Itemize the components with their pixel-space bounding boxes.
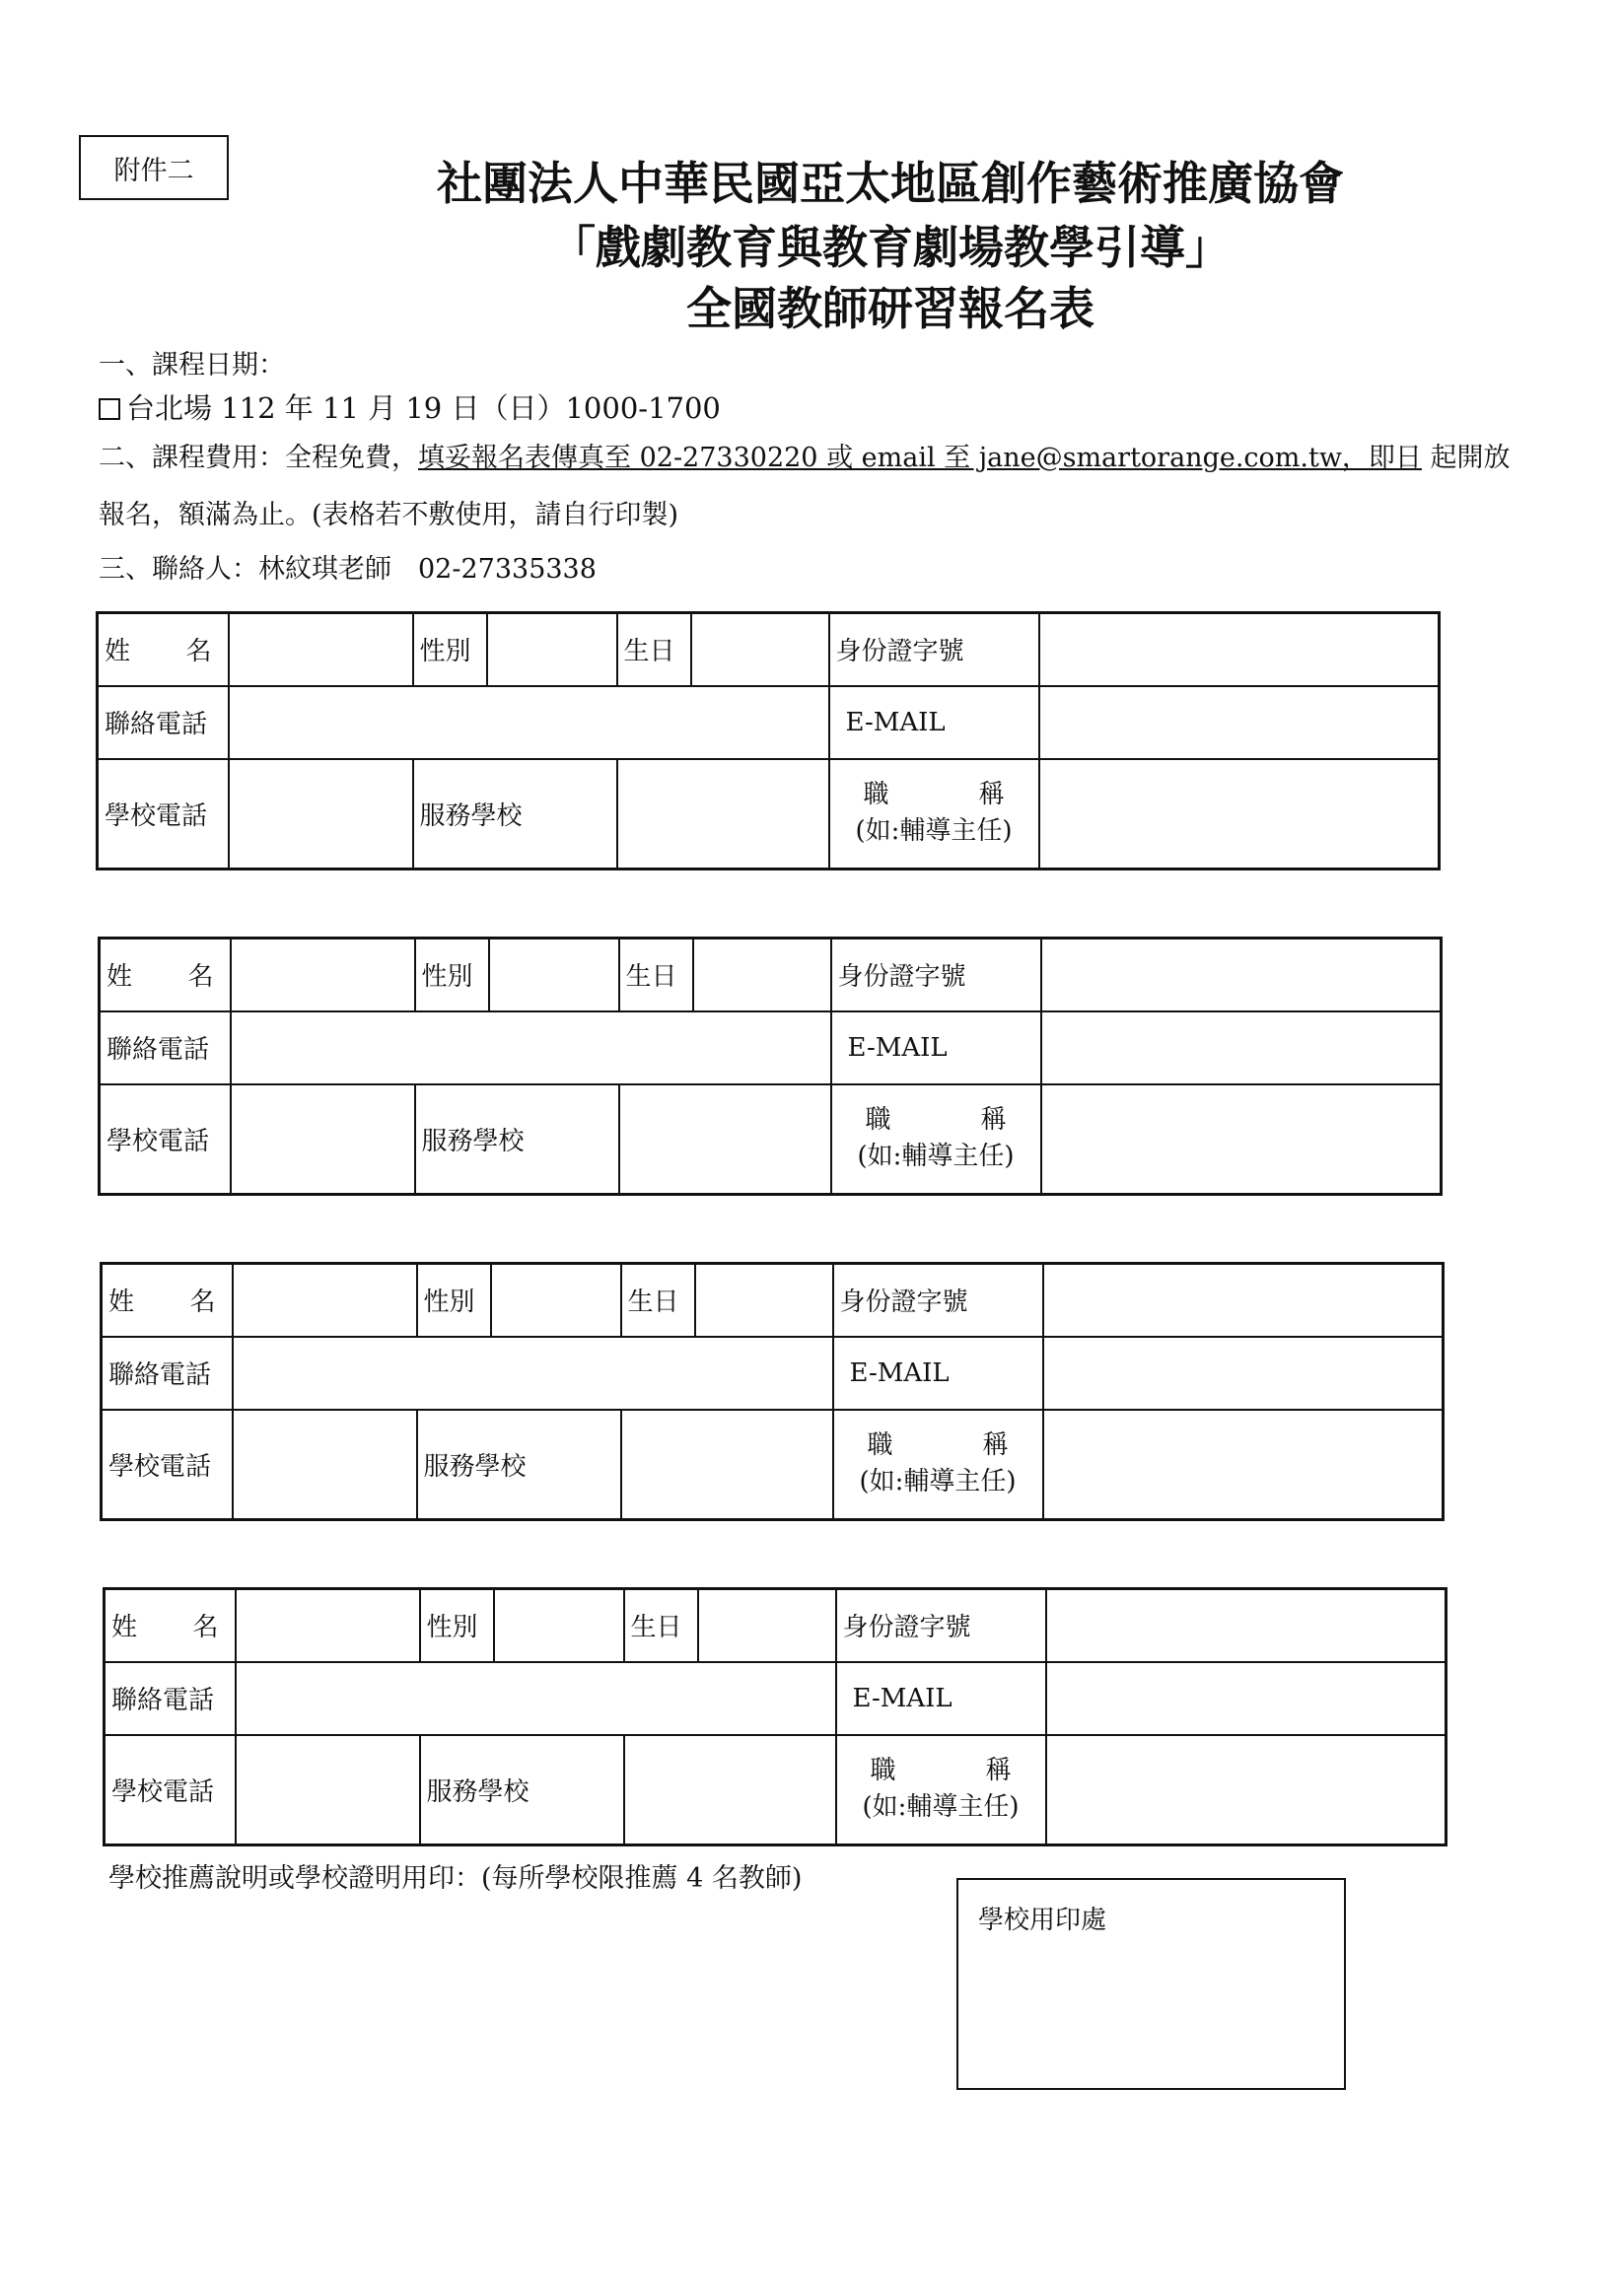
id-number-field[interactable] <box>1041 939 1442 1011</box>
name-field[interactable] <box>231 939 415 1011</box>
job-title-label: 職 稱 (如:輔導主任) <box>836 1735 1046 1845</box>
school-phone-field[interactable] <box>229 759 413 870</box>
id-number-field[interactable] <box>1043 1264 1444 1337</box>
gender-label: 性別 <box>420 1589 494 1662</box>
name-field[interactable] <box>229 613 413 686</box>
id-number-label: 身份證字號 <box>831 939 1041 1011</box>
org-title: 社團法人中華民國亞太地區創作藝術推廣協會 <box>437 157 1344 210</box>
school-phone-label: 學校電話 <box>102 1410 233 1520</box>
email-field[interactable] <box>1041 1011 1442 1084</box>
school-label: 服務學校 <box>417 1410 621 1520</box>
id-number-label: 身份證字號 <box>836 1589 1046 1662</box>
name-label: 姓 名 <box>105 1589 236 1662</box>
school-label: 服務學校 <box>420 1735 624 1845</box>
name-label: 姓 名 <box>98 613 229 686</box>
phone-field[interactable] <box>233 1337 833 1410</box>
birthday-label: 生日 <box>624 1589 698 1662</box>
birthday-label: 生日 <box>619 939 693 1011</box>
dates-heading: 一、課程日期： <box>99 350 285 381</box>
registration-table-3 <box>100 1262 1445 1521</box>
school-stamp-box[interactable] <box>956 1878 1346 2090</box>
contact-line: 三、聯絡人：林紋琪老師 02-27335338 <box>99 554 597 585</box>
school-phone-label: 學校電話 <box>105 1735 236 1845</box>
birthday-field[interactable] <box>698 1589 836 1662</box>
job-title-field[interactable] <box>1046 1735 1447 1845</box>
fee-suffix: 起開放 <box>1421 443 1511 473</box>
email-label: E-MAIL <box>836 1662 1046 1735</box>
stamp-label: 學校用印處 <box>978 1906 1107 1935</box>
school-phone-field[interactable] <box>233 1410 417 1520</box>
email-label: E-MAIL <box>831 1011 1041 1084</box>
attachment-label: 附件二 <box>79 135 229 200</box>
name-label: 姓 名 <box>100 939 231 1011</box>
email-field[interactable] <box>1043 1337 1444 1410</box>
school-field[interactable] <box>624 1735 836 1845</box>
school-phone-field[interactable] <box>236 1735 420 1845</box>
school-field[interactable] <box>619 1084 831 1195</box>
phone-label: 聯絡電話 <box>100 1011 231 1084</box>
email-field[interactable] <box>1039 686 1440 759</box>
birthday-field[interactable] <box>695 1264 833 1337</box>
school-phone-field[interactable] <box>231 1084 415 1195</box>
gender-field[interactable] <box>491 1264 621 1337</box>
name-field[interactable] <box>233 1264 417 1337</box>
fee-prefix: 二、課程費用：全程免費， <box>99 443 418 473</box>
id-number-label: 身份證字號 <box>833 1264 1043 1337</box>
school-label: 服務學校 <box>413 759 617 870</box>
fee-instructions: 填妥報名表傳真至 02-27330220 或 email 至 jane@smartorange.com.tw，即日 <box>418 443 1422 473</box>
session-label: 台北場 112 年 11 月 19 日（日）1000-1700 <box>126 391 721 425</box>
fee-line <box>99 436 1511 474</box>
name-label: 姓 名 <box>102 1264 233 1337</box>
job-title-field[interactable] <box>1039 759 1440 870</box>
phone-label: 聯絡電話 <box>105 1662 236 1735</box>
gender-label: 性別 <box>415 939 489 1011</box>
job-title-label: 職 稱 (如:輔導主任) <box>833 1410 1043 1520</box>
id-number-field[interactable] <box>1046 1589 1447 1662</box>
school-field[interactable] <box>621 1410 833 1520</box>
form-title: 全國教師研習報名表 <box>686 282 1094 335</box>
email-label: E-MAIL <box>829 686 1039 759</box>
phone-label: 聯絡電話 <box>98 686 229 759</box>
school-phone-label: 學校電話 <box>98 759 229 870</box>
id-number-label: 身份證字號 <box>829 613 1039 686</box>
gender-field[interactable] <box>494 1589 624 1662</box>
course-title: 「戲劇教育與教育劇場教學引導」 <box>550 221 1231 274</box>
birthday-label: 生日 <box>617 613 691 686</box>
school-phone-label: 學校電話 <box>100 1084 231 1195</box>
school-recommendation-note: 學校推薦說明或學校證明用印：(每所學校限推薦 4 名教師) <box>108 1863 803 1894</box>
birthday-field[interactable] <box>693 939 831 1011</box>
gender-label: 性別 <box>413 613 487 686</box>
email-label: E-MAIL <box>833 1337 1043 1410</box>
email-field[interactable] <box>1046 1662 1447 1735</box>
birthday-field[interactable] <box>691 613 829 686</box>
gender-field[interactable] <box>487 613 617 686</box>
gender-field[interactable] <box>489 939 619 1011</box>
registration-table-4 <box>103 1587 1447 1846</box>
job-title-field[interactable] <box>1043 1410 1444 1520</box>
birthday-label: 生日 <box>621 1264 695 1337</box>
name-field[interactable] <box>236 1589 420 1662</box>
session-option[interactable] <box>99 386 721 427</box>
job-title-label: 職 稱 (如:輔導主任) <box>829 759 1039 870</box>
phone-field[interactable] <box>231 1011 831 1084</box>
id-number-field[interactable] <box>1039 613 1440 686</box>
fee-line-2: 報名，額滿為止。(表格若不敷使用，請自行印製) <box>99 500 679 530</box>
job-title-field[interactable] <box>1041 1084 1442 1195</box>
school-label: 服務學校 <box>415 1084 619 1195</box>
phone-label: 聯絡電話 <box>102 1337 233 1410</box>
registration-table-2 <box>98 937 1443 1196</box>
gender-label: 性別 <box>417 1264 491 1337</box>
session-checkbox[interactable] <box>99 398 120 420</box>
school-field[interactable] <box>617 759 829 870</box>
phone-field[interactable] <box>236 1662 836 1735</box>
phone-field[interactable] <box>229 686 829 759</box>
registration-table-1 <box>96 611 1441 870</box>
job-title-label: 職 稱 (如:輔導主任) <box>831 1084 1041 1195</box>
